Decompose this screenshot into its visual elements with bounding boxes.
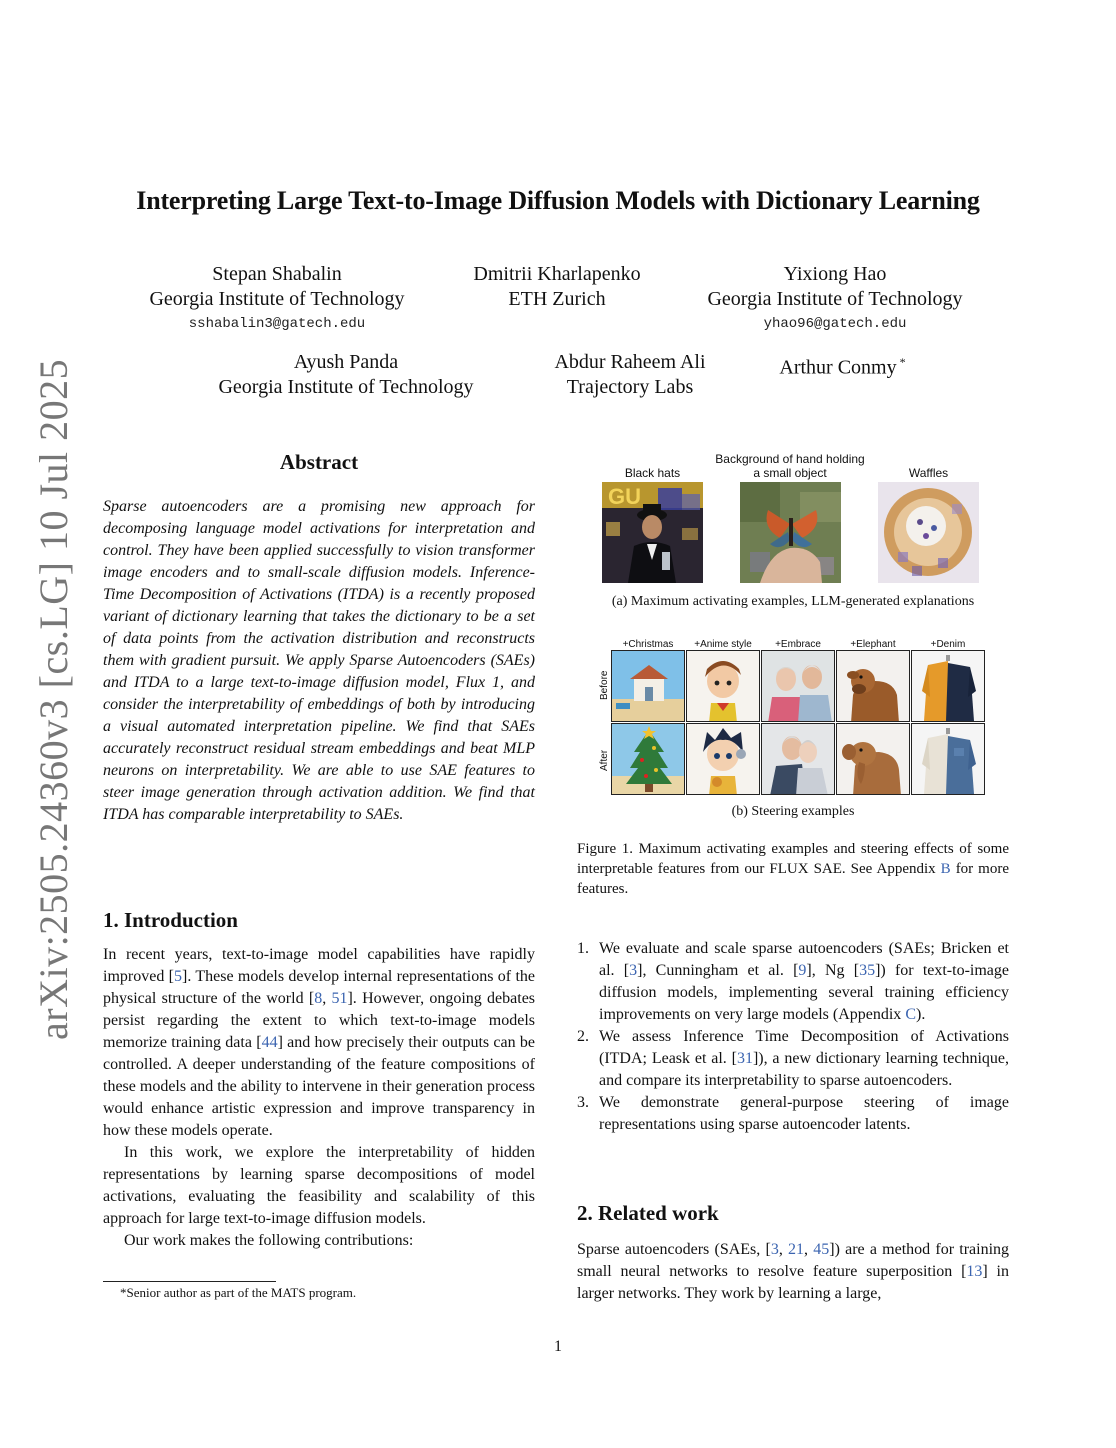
author-name: Ayush Panda [293, 351, 399, 373]
steer-after-christmas-image [611, 723, 685, 795]
figure-caption: Figure 1. Maximum activating examples and steering effects of some interpretable features from our FLUX SAE. See Appendix B for more features. [577, 841, 1009, 897]
steer-after-elephant-image [836, 723, 910, 795]
contributions-list [577, 938, 1009, 1136]
author-email[interactable]: sshabalin3@gatech.edu [188, 316, 366, 332]
citation-link[interactable]: 13 [966, 1263, 983, 1280]
steer-column-label: +Elephant [850, 639, 896, 650]
author-name: Arthur Conmy [779, 356, 897, 379]
steer-after-embrace-image [761, 723, 835, 795]
hand-holding-object-image [740, 482, 841, 583]
author-affiliation: ETH Zurich [508, 288, 606, 310]
panel-a-label: Waffles [908, 466, 949, 480]
author-name: Yixiong Hao [783, 263, 887, 285]
steer-column-label: +Christmas [622, 639, 674, 650]
abstract-paragraph: Sparse autoencoders are a promising new approach for decomposing language model activations for interpretation and control. They have been applied successfully to vision transformer image encoders and to small-scale diffusion models. Inference-Time Decomposition of Activations (ITDA) is a recently proposed variant of dictionary learning that takes the dictionary to be a set of data points from the activation distribution and reconstructs them with gradient pursuit. We apply Sparse Autoencoders (SAEs) and ITDA to a large text-to-image diffusion model, Flux 1, and consider the interpretability of embeddings of both by introducing a visual automated interpretation pipeline. We find that SAEs accurately reconstruct residual stream embeddings and beat MLP neurons on interpretability. We are able to use SAE features to steer image generation through activation addition. We find that ITDA has comparable interpretability to SAEs. [103, 498, 535, 823]
panel-a-label: Background of hand holding a small object [715, 452, 865, 480]
list-item: 2. We assess Inference Time Decomposition of Activations (ITDA; Leask et al. [31]), a new dictionary learning technique, and compare its interpretability to sparse autoencoders. [577, 1028, 1009, 1089]
author-affiliation: Georgia Institute of Technology [707, 288, 963, 310]
steer-before-anime-image [686, 650, 760, 722]
waffles-image [878, 482, 979, 583]
citation-link[interactable]: 5 [173, 968, 182, 985]
related-paragraph: Sparse autoencoders (SAEs, [3, 21, 45]) are a method for training small neural networks to resolve feature superposition [13] in larger networks. They work by learning a large, [577, 1241, 1010, 1302]
author-block [677, 262, 993, 337]
author-name: Dmitrii Kharlapenko [473, 263, 641, 285]
panel-a-label: Black hats [624, 466, 681, 480]
intro-paragraph-3: Our work makes the following contributions: [124, 1232, 414, 1249]
author-block [186, 350, 506, 400]
panel-b-caption: (b) Steering examples [731, 804, 855, 819]
citation-link[interactable]: 44 [261, 1034, 278, 1051]
panel-a-caption: (a) Maximum activating examples, LLM-generated explanations [611, 594, 975, 609]
author-name: Stepan Shabalin [212, 263, 342, 285]
steer-before-elephant-image [836, 650, 910, 722]
author-block [750, 350, 935, 381]
appendix-link[interactable]: C [905, 1006, 916, 1023]
intro-heading: 1. Introduction [103, 908, 238, 932]
steer-row-label: After [599, 749, 610, 771]
footnote-text: *Senior author as part of the MATS program. [120, 1285, 357, 1300]
steer-after-denim-image [911, 723, 985, 795]
author-affiliation: Georgia Institute of Technology [149, 288, 405, 310]
steer-before-christmas-image [611, 650, 685, 722]
related-text [577, 1239, 1009, 1305]
footnote-rule [103, 1281, 276, 1282]
citation-link[interactable]: 35 [859, 962, 876, 979]
citation-link[interactable]: 8 [314, 990, 323, 1007]
page-number: 1 [554, 1338, 562, 1355]
citation-link[interactable]: 3 [770, 1241, 779, 1258]
steer-column-label: +Embrace [775, 639, 821, 650]
footnote-mark[interactable]: * [899, 355, 906, 369]
author-affiliation: Georgia Institute of Technology [218, 376, 474, 398]
intro-paragraph-1: In recent years, text-to-image model capabilities have rapidly improved [5]. These models develop internal representations of the physical structure of the world [8, 51]. However, ongoing debates persist regarding the extent to which text-to-image models memorize training data [44] and how precisely their outputs can be controlled. A deeper understanding of the feature compositions of these models and the ability to intervene in their generation process would enhance artistic expression and improve transparency in how these models operate. [103, 946, 536, 1139]
citation-link[interactable]: 31 [736, 1050, 753, 1067]
steer-row-label: Before [599, 670, 610, 700]
steer-before-denim-image [911, 650, 985, 722]
steer-before-embrace-image [761, 650, 835, 722]
author-block [520, 350, 740, 400]
related-heading: 2. Related work [577, 1201, 719, 1225]
black-hats-image [602, 482, 703, 583]
paper-title: Interpreting Large Text-to-Image Diffusion Models with Dictionary Learning [136, 186, 980, 215]
steer-after-anime-image [686, 723, 760, 795]
list-item: 3. We demonstrate general-purpose steering of image representations using sparse autoencoder latents. [577, 1094, 1009, 1133]
author-block [117, 262, 437, 337]
abstract-heading: Abstract [279, 450, 359, 474]
citation-link[interactable]: 45 [813, 1241, 830, 1258]
abstract-text [103, 496, 535, 826]
arxiv-stamp: arXiv:2505.24360v3 [cs.LG] 10 Jul 2025 [31, 358, 76, 1040]
svg-text:GU: GU [608, 484, 641, 509]
steer-column-label: +Denim [930, 639, 966, 650]
steer-column-label: +Anime style [694, 639, 752, 650]
list-item: 1. We evaluate and scale sparse autoencoders (SAEs; Bricken et al. [3], Cunningham et al. [9], Ng [35]) for text-to-image diffusion models, implementing several training efficiency improvements on very large models (Appendix C). [577, 940, 1010, 1023]
appendix-link[interactable]: B [940, 861, 951, 877]
author-affiliation: Trajectory Labs [566, 376, 694, 398]
citation-link[interactable]: 3 [629, 962, 638, 979]
author-email[interactable]: yhao96@gatech.edu [763, 316, 907, 332]
citation-link[interactable]: 9 [798, 962, 807, 979]
citation-link[interactable]: 51 [331, 990, 348, 1007]
author-name: Abdur Raheem Ali [554, 351, 706, 373]
intro-text [103, 944, 535, 1252]
citation-link[interactable]: 21 [788, 1241, 805, 1258]
author-block [437, 262, 677, 312]
intro-paragraph-2: In this work, we explore the interpretability of hidden representations by learning sparse decompositions of model activations, evaluating the feasibility and scalability of this approach for large text-to-image diffusion models. [103, 1144, 535, 1227]
